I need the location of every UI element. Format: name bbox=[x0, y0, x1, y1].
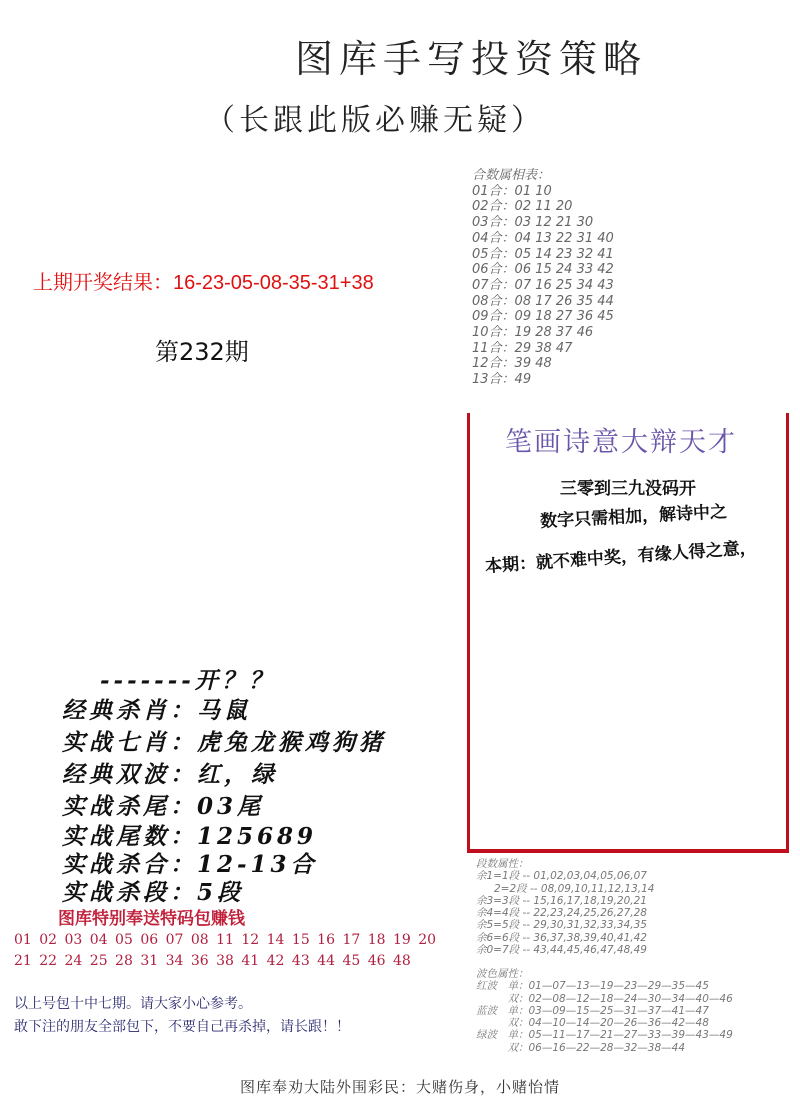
he-row: 09合：09 18 27 36 45 bbox=[472, 309, 614, 325]
page-title: 图库手写投资策略 bbox=[295, 37, 648, 81]
subtitle: （长跟此版必赚无疑） bbox=[205, 103, 545, 138]
bo-heading: 波色属性： bbox=[476, 968, 529, 980]
bo-row: 绿波 单：05—11—17—21—27—33—39—43—49 bbox=[476, 1029, 733, 1042]
he-table bbox=[472, 168, 614, 388]
bo-row: 红波 单：01—07—13—19—23—29—35—45 bbox=[476, 980, 709, 993]
duan-heading: 段数属性： bbox=[476, 858, 529, 870]
he-row: 10合：19 28 37 46 bbox=[472, 325, 594, 341]
he-row: 12合：39 48 bbox=[472, 356, 552, 372]
poem-title: 笔画诗意大辩天才 bbox=[505, 427, 737, 458]
bo-table bbox=[476, 968, 733, 1054]
he-row: 07合：07 16 25 34 43 bbox=[472, 277, 614, 293]
prediction-line: 实战七肖：虎兔龙猴鸡狗猪 bbox=[62, 729, 386, 756]
gift-title: 图库特别奉送特码包赚钱 bbox=[58, 909, 245, 929]
prediction-line: -------开？？ bbox=[100, 667, 276, 694]
he-row: 06合：06 15 24 33 42 bbox=[472, 262, 614, 278]
duan-row: 余0=7段 -- 43,44,45,46,47,48,49 bbox=[476, 944, 647, 957]
duan-row: 余6=6段 -- 36,37,38,39,40,41,42 bbox=[476, 931, 647, 944]
bo-row: 双：06—16—22—28—32—38—44 bbox=[476, 1041, 686, 1054]
bo-row: 双：04—10—14—20—26—36—42—48 bbox=[476, 1017, 709, 1030]
prediction-line: 实战杀段：5段 bbox=[62, 879, 245, 906]
issue-number: 第232期 bbox=[155, 338, 249, 366]
prediction-line: 实战杀尾：03尾 bbox=[62, 793, 265, 820]
he-row: 05合：05 14 23 32 41 bbox=[472, 246, 614, 262]
prediction-line: 经典杀肖：马鼠 bbox=[62, 697, 251, 724]
duan-row: 余3=3段 -- 15,16,17,18,19,20,21 bbox=[476, 894, 647, 907]
he-row: 13合：49 bbox=[472, 372, 532, 388]
last-result: 上期开奖结果：16-23-05-08-35-31+38 bbox=[33, 272, 374, 294]
prediction-line: 实战尾数：125689 bbox=[62, 823, 318, 850]
gift-note: 以上号包十中七期。请大家小心参考。 bbox=[14, 996, 252, 1012]
duan-row: 余5=5段 -- 29,30,31,32,33,34,35 bbox=[476, 919, 647, 932]
he-row: 03合：03 12 21 30 bbox=[472, 215, 594, 231]
poem-line: 本期：就不难中奖，有缘人得之意， bbox=[484, 538, 758, 577]
duan-row: 余1=1段 -- 01,02,03,04,05,06,07 bbox=[476, 870, 647, 883]
gift-numbers-row: 21 22 24 25 28 31 34 36 38 41 42 43 44 45 46 48 bbox=[14, 953, 411, 969]
poem-line: 三零到三九没码开 bbox=[560, 479, 696, 499]
bo-row: 蓝波 单：03—09—15—25—31—37—41—47 bbox=[476, 1004, 709, 1017]
poem-line: 数字只需相加，解诗中之 bbox=[539, 502, 728, 532]
he-row: 01合：01 10 bbox=[472, 183, 552, 199]
he-row: 04合：04 13 22 31 40 bbox=[472, 230, 614, 246]
footer-note: 图库奉劝大陆外围彩民：大赌伤身，小赌怡情 bbox=[240, 1078, 561, 1096]
prediction-line: 实战杀合：12-13合 bbox=[62, 851, 318, 878]
he-table-heading: 合数属相表： bbox=[472, 168, 551, 183]
gift-note: 敢下注的朋友全部包下，不要自己再杀掉，请长跟！！ bbox=[14, 1019, 350, 1035]
duan-row: 2=2段 -- 08,09,10,11,12,13,14 bbox=[494, 882, 655, 895]
duan-table bbox=[476, 858, 654, 956]
bo-row: 双：02—08—12—18—24—30—34—40—46 bbox=[476, 992, 733, 1005]
gift-numbers-row: 01 02 03 04 05 06 07 08 11 12 14 15 16 17 18 19 20 bbox=[14, 932, 437, 948]
prediction-line: 经典双波：红，绿 bbox=[62, 761, 278, 788]
duan-row: 余4=4段 -- 22,23,24,25,26,27,28 bbox=[476, 907, 647, 920]
he-row: 08合：08 17 26 35 44 bbox=[472, 293, 614, 309]
he-row: 11合：29 38 47 bbox=[472, 340, 573, 356]
he-row: 02合：02 11 20 bbox=[472, 199, 573, 215]
